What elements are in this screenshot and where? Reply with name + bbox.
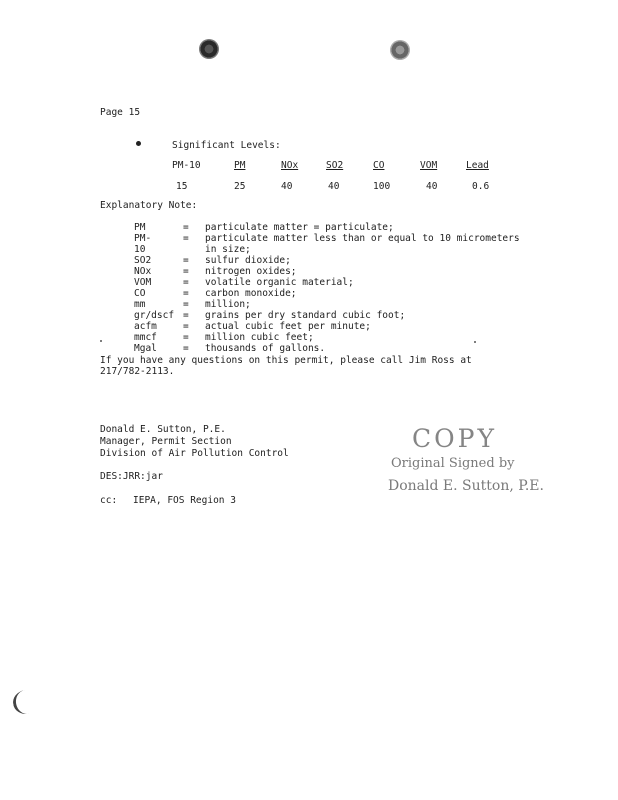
definition-equals: = [183,343,189,354]
cc-recipient: IEPA, FOS Region 3 [133,495,236,506]
levels-value-co: 100 [373,181,391,192]
definition-term: PM-10 [134,233,152,255]
definition-text: grains per dry standard cubic foot; [205,310,406,321]
definition-term: mm [134,299,146,310]
bullet-icon [136,141,141,146]
definition-term: Mgal [134,343,157,354]
levels-value-so2: 40 [328,181,340,192]
levels-header-vom: VOM [420,160,438,171]
levels-header-pm10: PM-10 [172,160,201,171]
definition-text: actual cubic feet per minute; [205,321,371,332]
signer-division: Division of Air Pollution Control [100,448,289,459]
definition-term: SO2 [134,255,152,266]
definition-text: sulfur dioxide; [205,255,291,266]
definition-text: particulate matter less than or equal to 10 micrometers [205,233,520,244]
definition-equals: = [183,277,189,288]
levels-header-pm: PM [234,160,246,171]
definition-equals: = [183,310,189,321]
definition-equals: = [183,288,189,299]
definition-text: carbon monoxide; [205,288,297,299]
definition-equals: = [183,233,189,244]
closing-line-1: If you have any questions on this permit, please call Jim Ross at [100,355,472,366]
levels-value-nox: 40 [281,181,293,192]
levels-header-co: CO [373,160,385,171]
definition-equals: = [183,332,189,343]
page-label: Page 15 [100,107,141,118]
header-seal-left-icon [199,39,219,59]
definition-term: CO [134,288,146,299]
definition-text: particulate matter = particulate; [205,222,394,233]
definition-equals: = [183,321,189,332]
levels-value-lead: 0.6 [472,181,490,192]
definition-equals: = [183,222,189,233]
definition-text: volatile organic material; [205,277,354,288]
definition-term: VOM [134,277,152,288]
copy-stamp-line-1: Original Signed by [391,456,515,471]
levels-header-lead: Lead [466,160,489,171]
levels-header-so2: SO2 [326,160,344,171]
definition-text: million; [205,299,251,310]
header-seal-right-icon [390,40,410,60]
closing-line-2: 217/782-2113. [100,366,175,377]
definition-text: thousands of gallons. [205,343,326,354]
levels-value-vom: 40 [426,181,438,192]
definition-text: million cubic feet; [205,332,314,343]
definition-equals: = [183,255,189,266]
cc-label: cc: [100,495,118,506]
definition-text: nitrogen oxides; [205,266,297,277]
copy-stamp-line-2: Donald E. Sutton, P.E. [388,478,544,494]
definition-term: NOx [134,266,152,277]
definition-term: mmcf [134,332,157,343]
speck [100,340,102,342]
punch-hole-mark-icon [11,688,42,716]
levels-value-pm: 25 [234,181,246,192]
levels-value-pm10: 15 [176,181,188,192]
definition-equals: = [183,266,189,277]
definition-text: in size; [205,244,251,255]
definition-term: gr/dscf [134,310,175,321]
definition-term: PM [134,222,146,233]
explanatory-heading: Explanatory Note: [100,200,198,211]
signer-name: Donald E. Sutton, P.E. [100,424,226,435]
signer-title: Manager, Permit Section [100,436,232,447]
copy-stamp-word: COPY [412,424,497,453]
significant-levels-heading: Significant Levels: [172,140,281,151]
levels-header-nox: NOx [281,160,299,171]
definition-equals: = [183,299,189,310]
typist-initials: DES:JRR:jar [100,471,163,482]
speck [474,341,476,343]
definition-term: acfm [134,321,157,332]
